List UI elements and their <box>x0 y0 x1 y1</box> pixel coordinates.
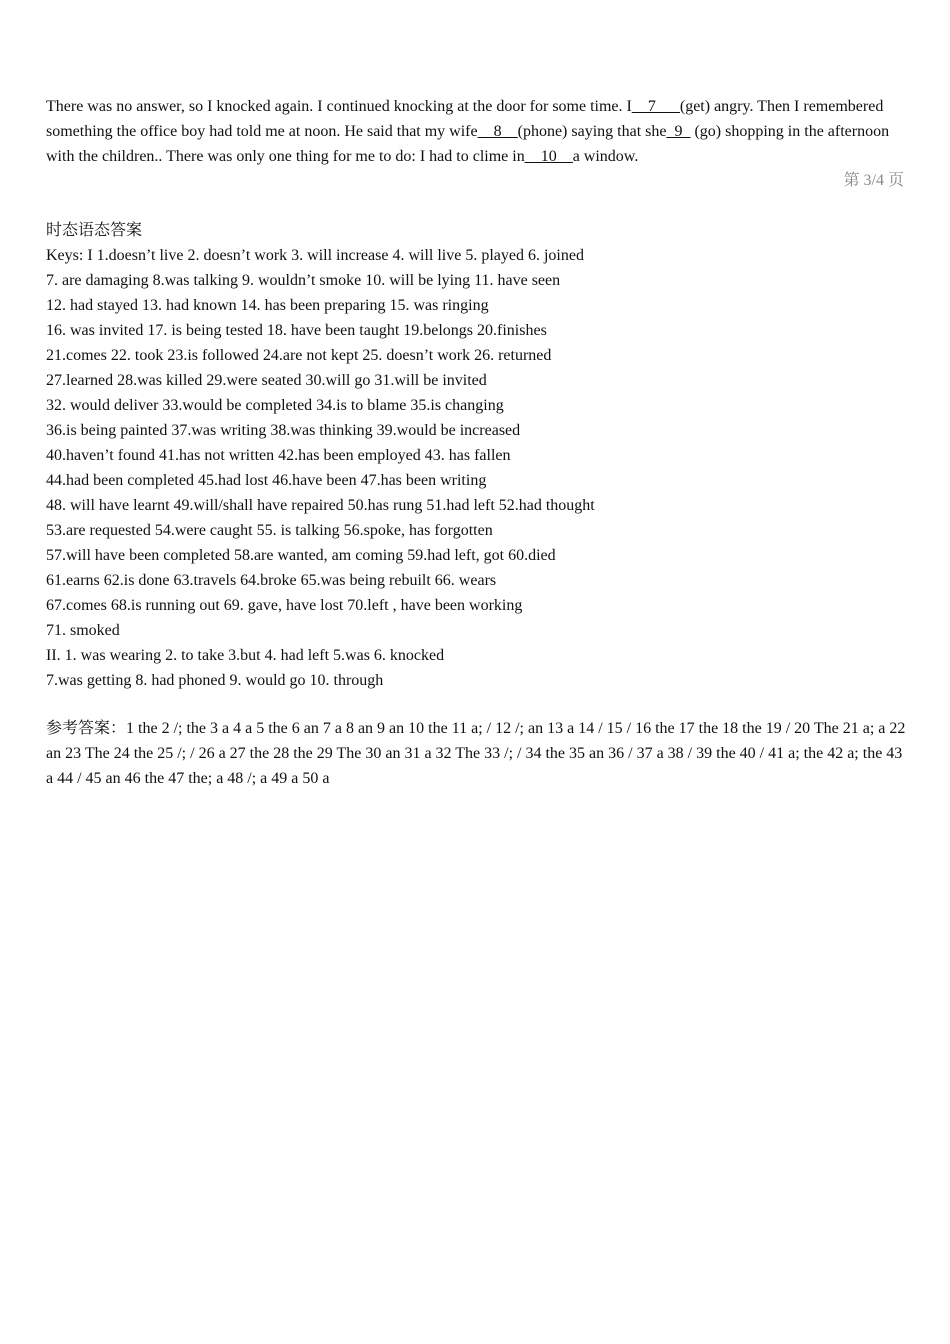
answer-line: 71. smoked <box>46 622 120 639</box>
cloze-passage <box>46 94 908 169</box>
answer-lines <box>46 243 908 693</box>
answer-line: Keys: I 1.doesn’t live 2. doesn’t work 3. will increase 4. will live 5. played 6. joined <box>46 247 584 264</box>
passage-text-4: (go) shopping in the afternoon with the children.. There was only one thing for me to do: I had to clime in <box>46 123 890 165</box>
passage-text-3: (phone) saying that she <box>517 123 667 140</box>
answer-line: 40.haven’t found 41.has not written 42.has been employed 43. has fallen <box>46 447 511 464</box>
blank-10: __10__ <box>524 148 573 165</box>
answer-line: 32. would deliver 33.would be completed 34.is to blame 35.is changing <box>46 397 504 414</box>
answer-heading: 时态语态答案 <box>46 222 143 239</box>
blank-7: __7___ <box>631 98 680 115</box>
answer-line: 36.is being painted 37.was writing 38.was thinking 39.would be increased <box>46 422 521 439</box>
answer-line: 48. will have learnt 49.will/shall have repaired 50.has rung 51.had left 52.had thought <box>46 497 595 514</box>
reference-answers <box>46 716 908 791</box>
answer-line: 67.comes 68.is running out 69. gave, have lost 70.left , have been working <box>46 597 523 614</box>
answer-line: 12. had stayed 13. had known 14. has been preparing 15. was ringing <box>46 297 489 314</box>
reference-label: 参考答案： <box>46 720 127 737</box>
answer-line: 44.had been completed 45.had lost 46.have been 47.has been writing <box>46 472 487 489</box>
answer-line: II. 1. was wearing 2. to take 3.but 4. had left 5.was 6. knocked <box>46 647 445 664</box>
page-number: 第 3/4 页 <box>843 172 904 189</box>
answer-section <box>46 218 908 693</box>
passage-text-2: (get) angry. Then I remembered something the office boy had told me at noon. He said that my wife <box>46 98 884 140</box>
passage-text-1: There was no answer, so I knocked again. I continued knocking at the door for some time. I <box>46 98 632 115</box>
answer-line: 7.was getting 8. had phoned 9. would go 10. through <box>46 672 384 689</box>
blank-9: _9_ <box>666 123 691 140</box>
answer-line: 53.are requested 54.were caught 55. is talking 56.spoke, has forgotten <box>46 522 493 539</box>
reference-text: 1 the 2 /; the 3 a 4 a 5 the 6 an 7 a 8 an 9 an 10 the 11 a; / 12 /; an 13 a 14 / 15 / 16 the 17 the 18 the 19 / 20 The 21 a; a 22 an 23 The 24 the 25 /; / 26 a 27 the 28 the 29 The 30 an 31 a 32 The 33 /; / 34 the 35 an 36 / 37 a 38 / 39 the 40 / 41 a; the 42 a; the 43 a 44 / 45 an 46 the 47 the; a 48 /; a 49 a 50 a <box>46 720 906 787</box>
answer-line: 21.comes 22. took 23.is followed 24.are not kept 25. doesn’t work 26. returned <box>46 347 552 364</box>
answer-line: 7. are damaging 8.was talking 9. wouldn’t smoke 10. will be lying 11. have seen <box>46 272 561 289</box>
blank-8: __8__ <box>477 123 518 140</box>
answer-line: 57.will have been completed 58.are wanted, am coming 59.had left, got 60.died <box>46 547 556 564</box>
answer-line: 16. was invited 17. is being tested 18. have been taught 19.belongs 20.finishes <box>46 322 547 339</box>
passage-text-5: a window. <box>572 148 639 165</box>
answer-line: 27.learned 28.was killed 29.were seated 30.will go 31.will be invited <box>46 372 487 389</box>
answer-line: 61.earns 62.is done 63.travels 64.broke 65.was being rebuilt 66. wears <box>46 572 497 589</box>
